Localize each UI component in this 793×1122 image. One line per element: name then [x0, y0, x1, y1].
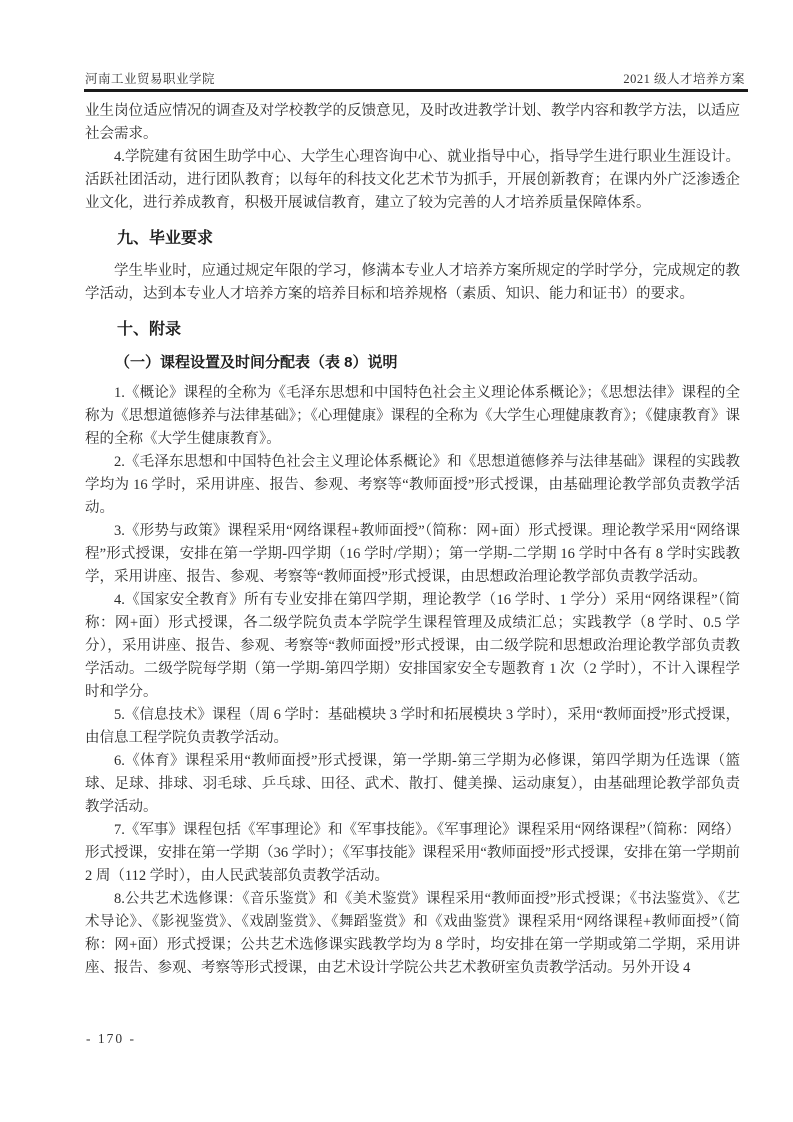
- section-heading-graduation-requirements: 九、毕业要求: [117, 230, 214, 247]
- page-header: [85, 69, 745, 87]
- note-item-4: 4.《国家安全教育》所有专业安排在第四学期，理论教学（16 学时、1 学分）采用“网络课程”（简称：网+面）形式授课，各二级学院负责本学院学生课程管理及成绩汇总；实践教学（8 学时、0.5 学分），采用讲座、报告、参观、考察等“教师面授”形式授课，由二级学院和思想政治理论教学部负责教学活动。二级学院每学期（第一学期-第四学期）安排国家安全专题教育 1 次（2 学时），不计入课程学时和学分。: [85, 592, 740, 700]
- header-school-name: 河南工业贸易职业学院: [85, 72, 216, 86]
- note-item-2: 2.《毛泽东思想和中国特色社会主义理论体系概论》和《思想道德修养与法律基础》课程的实践教学均为 16 学时，采用讲座、报告、参观、考察等“教师面授”形式授课，由基础理论教学部负责教学活动。: [85, 454, 740, 516]
- note-item-6: 6.《体育》课程采用“教师面授”形式授课，第一学期-第三学期为必修课，第四学期为任选课（篮球、足球、排球、羽毛球、乒乓球、田径、武术、散打、健美操、运动康复），由基础理论教学部负责教学活动。: [85, 753, 740, 815]
- section-heading-appendix: 十、附录: [117, 321, 182, 338]
- note-item-8: 8.公共艺术选修课：《音乐鉴赏》和《美术鉴赏》课程采用“教师面授”形式授课；《书法鉴赏》、《艺术导论》、《影视鉴赏》、《戏剧鉴赏》、《舞蹈鉴赏》和《戏曲鉴赏》课程采用“网络课程+教师面授”（简称：网+面）形式授课；公共艺术选修课实践教学均为 8 学时，均安排在第一学期或第二学期，采用讲座、报告、参观、考察等形式授课，由艺术设计学院公共艺术教研室负责教学活动。另外开设 4: [85, 891, 740, 976]
- document-body: [85, 100, 740, 980]
- note-item-5: 5.《信息技术》课程（周 6 学时：基础模块 3 学时和拓展模块 3 学时），采用“教师面授”形式授课，由信息工程学院负责教学活动。: [85, 707, 740, 746]
- page-footer: [86, 1031, 136, 1047]
- paragraph-student-services: 4.学院建有贫困生助学中心、大学生心理咨询中心、就业指导中心，指导学生进行职业生涯设计。活跃社团活动，进行团队教育；以每年的科技文化艺术节为抓手，开展创新教育；在课内外广泛渗透企业文化，进行养成教育，积极开展诚信教育，建立了较为完善的人才培养质量保障体系。: [85, 149, 740, 211]
- continuation-paragraph: 业生岗位适应情况的调查及对学校教学的反馈意见，及时改进教学计划、教学内容和教学方法，以适应社会需求。: [85, 103, 740, 142]
- header-divider: [84, 89, 748, 92]
- paragraph-graduation: 学生毕业时，应通过规定年限的学习，修满本专业人才培养方案所规定的学时学分，完成规定的教学活动，达到本专业人才培养方案的培养目标和培养规格（素质、知识、能力和证书）的要求。: [85, 263, 740, 302]
- note-item-3: 3.《形势与政策》课程采用“网络课程+教师面授”（简称：网+面）形式授课。理论教学采用“网络课程”形式授课，安排在第一学期-四学期（16 学时/学期）；第一学期-二学期 16 学时中各有 8 学时实践教学，采用讲座、报告、参观、考察等“教师面授”形式授课，由思想政治理论教学部负责教学活动。: [85, 523, 740, 585]
- note-item-1: 1.《概论》课程的全称为《毛泽东思想和中国特色社会主义理论体系概论》；《思想法律》课程的全称为《思想道德修养与法律基础》；《心理健康》课程的全称为《大学生心理健康教育》；《健康教育》课程的全称《大学生健康教育》。: [85, 385, 740, 447]
- sub-heading-course-table-notes: （一）课程设置及时间分配表（表 8）说明: [115, 354, 398, 371]
- header-plan-title: 2021 级人才培养方案: [623, 72, 745, 86]
- note-item-7: 7.《军事》课程包括《军事理论》和《军事技能》。《军事理论》课程采用“网络课程”（简称：网络）形式授课，安排在第一学期（36 学时）；《军事技能》课程采用“教师面授”形式授课，安排在第一学期前 2 周（112 学时），由人民武装部负责教学活动。: [85, 822, 740, 884]
- page-number: - 170 -: [86, 1031, 136, 1046]
